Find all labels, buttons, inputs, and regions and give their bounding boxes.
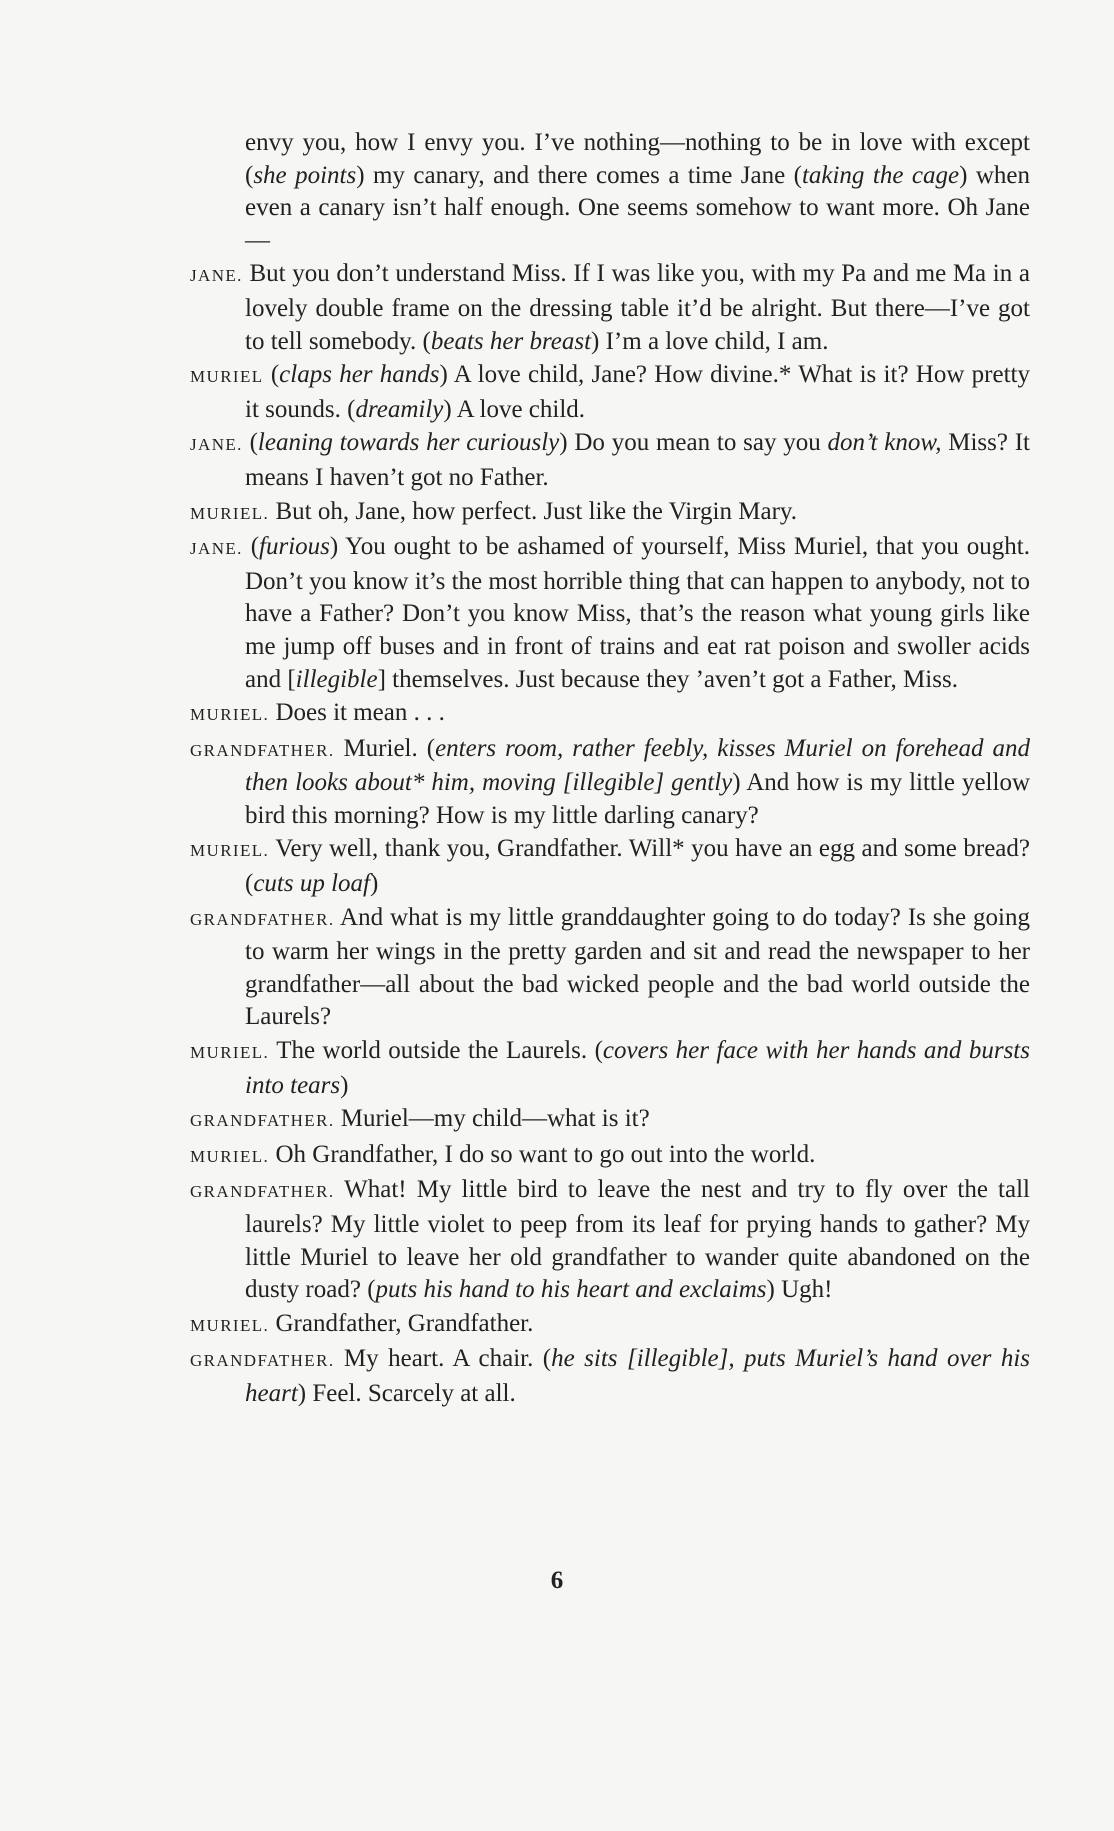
dialogue-text: ) Do you mean to say you (559, 429, 828, 457)
speaker-name: GRANDFATHER. (190, 1182, 335, 1202)
speaker-name: MURIEL. (190, 1043, 270, 1063)
speaker-name: MURIEL (190, 367, 264, 387)
dialogue-text: ( (270, 361, 280, 389)
speech (190, 359, 1030, 426)
speech (190, 1035, 1030, 1102)
speaker-name: MURIEL. (190, 1315, 270, 1335)
speech (190, 1103, 1030, 1138)
dialogue-text: Grandfather, Grandfather. (275, 1309, 534, 1337)
speech (190, 127, 1030, 257)
stage-direction: puts his hand to his heart and exclaims (375, 1276, 767, 1304)
speech (190, 531, 1030, 696)
speech (190, 1343, 1030, 1410)
dialogue-text: Very well, thank you, Grandfather. Will* you have an egg and some bread? ( (245, 835, 1030, 898)
speaker-name: MURIEL. (190, 1146, 270, 1166)
dialogue-text: ) I’m a love child, I am. (591, 327, 829, 355)
page-number: 6 (550, 1567, 564, 1594)
dialogue-text: But oh, Jane, how perfect. Just like the Virgin Mary. (275, 497, 798, 525)
speech (190, 697, 1030, 732)
dialogue-text: What! My little bird to leave the nest and try to fly over the tall laurels? My little violet to peep from its leaf for prying hands to gather? My little Muriel to leave her old grandfather to wander quite abandoned on the dusty road? ( (245, 1176, 1030, 1304)
stage-direction: she points (253, 161, 357, 189)
dialogue-text: Muriel—my child—what is it? (340, 1105, 650, 1133)
stage-direction: furious (259, 533, 330, 561)
speaker-name: GRANDFATHER. (190, 1111, 335, 1131)
dialogue-text: My heart. A chair. ( (343, 1345, 552, 1373)
speech (190, 833, 1030, 900)
dialogue-text: ) A love child, Jane? How divine.* What is it? How pretty it sounds. ( (245, 361, 1031, 423)
dialogue-text: ) (340, 1071, 349, 1099)
speaker-name: JANE. (190, 435, 243, 455)
speaker-name: MURIEL. (190, 705, 270, 725)
speech (190, 1174, 1030, 1306)
dialogue-text: Miss? It means I haven’t got no Father. (245, 429, 1031, 491)
dialogue-text: envy you, how I envy you. I’ve nothing—nothing to be in love with except ( (245, 129, 1030, 189)
speaker-name: GRANDFATHER. (190, 1351, 335, 1371)
speaker-name: MURIEL. (190, 503, 270, 523)
stage-direction: taking the cage (801, 161, 960, 189)
dialogue-text: ) Ugh! (766, 1276, 833, 1304)
dialogue-text: ( (249, 429, 258, 457)
speaker-name: GRANDFATHER. (190, 909, 335, 929)
dialogue-text: Oh Grandfather, I do so want to go out into the world. (275, 1140, 816, 1168)
stage-direction: covers her face with her hands and bursts into tears (245, 1037, 1030, 1099)
dialogue-text: ) And how is my little yellow bird this morning? How is my little darling canary? (245, 769, 1030, 829)
speaker-name: MURIEL. (190, 841, 270, 861)
speech (190, 902, 1030, 1034)
dialogue-text: ( (250, 533, 260, 561)
stage-direction: enters room, rather feebly, kisses Muriel on forehead and then looks about* him, moving [illegible] gently (245, 734, 1030, 797)
dialogue-text: And what is my little granddaughter going to do today? Is she going to warm her wings in the pretty garden and sit and read the newspaper to her grandfather—all about the bad wicked people and the bad world outside the Laurels? (245, 903, 1031, 1031)
dialogue-text: But you don’t understand Miss. If I was like you, with my Pa and me Ma in a lovely double frame on the dressing table it’d be alright. But there—I’ve got to tell somebody. ( (245, 260, 1030, 355)
dialogue-text: Muriel. ( (343, 734, 436, 762)
stage-direction: leaning towards her curiously (257, 429, 560, 457)
stage-direction: he sits [illegible], puts Muriel’s hand over his heart (245, 1345, 1030, 1407)
stage-direction: claps her hands (279, 361, 440, 389)
dialogue-text: The world outside the Laurels. ( (276, 1037, 603, 1065)
stage-direction: dreamily (355, 395, 444, 423)
speaker-name: GRANDFATHER. (190, 740, 335, 760)
stage-direction: beats her breast (430, 327, 592, 355)
speech (190, 1308, 1030, 1343)
speaker-name: JANE. (190, 539, 243, 559)
play-text (190, 127, 1030, 1412)
speech (190, 427, 1030, 494)
dialogue-text: ) when even a canary isn’t half enough. One seems somehow to want more. Oh Jane— (245, 161, 1030, 254)
stage-direction: cuts up loaf (253, 870, 370, 898)
dialogue-text: ) my canary, and there comes a time Jane ( (356, 161, 802, 189)
stage-direction: don’t know, (827, 429, 942, 457)
speech (190, 733, 1030, 833)
stage-direction: illegible (295, 665, 378, 693)
speech (190, 1139, 1030, 1174)
dialogue-text: ] themselves. Just because they ’aven’t got a Father, Miss. (377, 665, 958, 693)
speech (190, 258, 1030, 358)
speech (190, 496, 1030, 531)
dialogue-text: Does it mean . . . (275, 699, 445, 727)
speaker-name: JANE. (190, 266, 243, 286)
dialogue-text: ) Feel. Scarcely at all. (297, 1379, 516, 1407)
dialogue-text: ) You ought to be ashamed of yourself, Miss Muriel, that you ought. Don’t you know it’s the most horrible thing that can happen to anybody, not to have a Father? Don’t you know Miss, that’s the reason what young girls like me jump off buses and in front of trains and eat rat poison and swoller acids and [ (245, 533, 1030, 693)
dialogue-text: ) A love child. (443, 395, 586, 423)
dialogue-text: ) (370, 870, 379, 898)
